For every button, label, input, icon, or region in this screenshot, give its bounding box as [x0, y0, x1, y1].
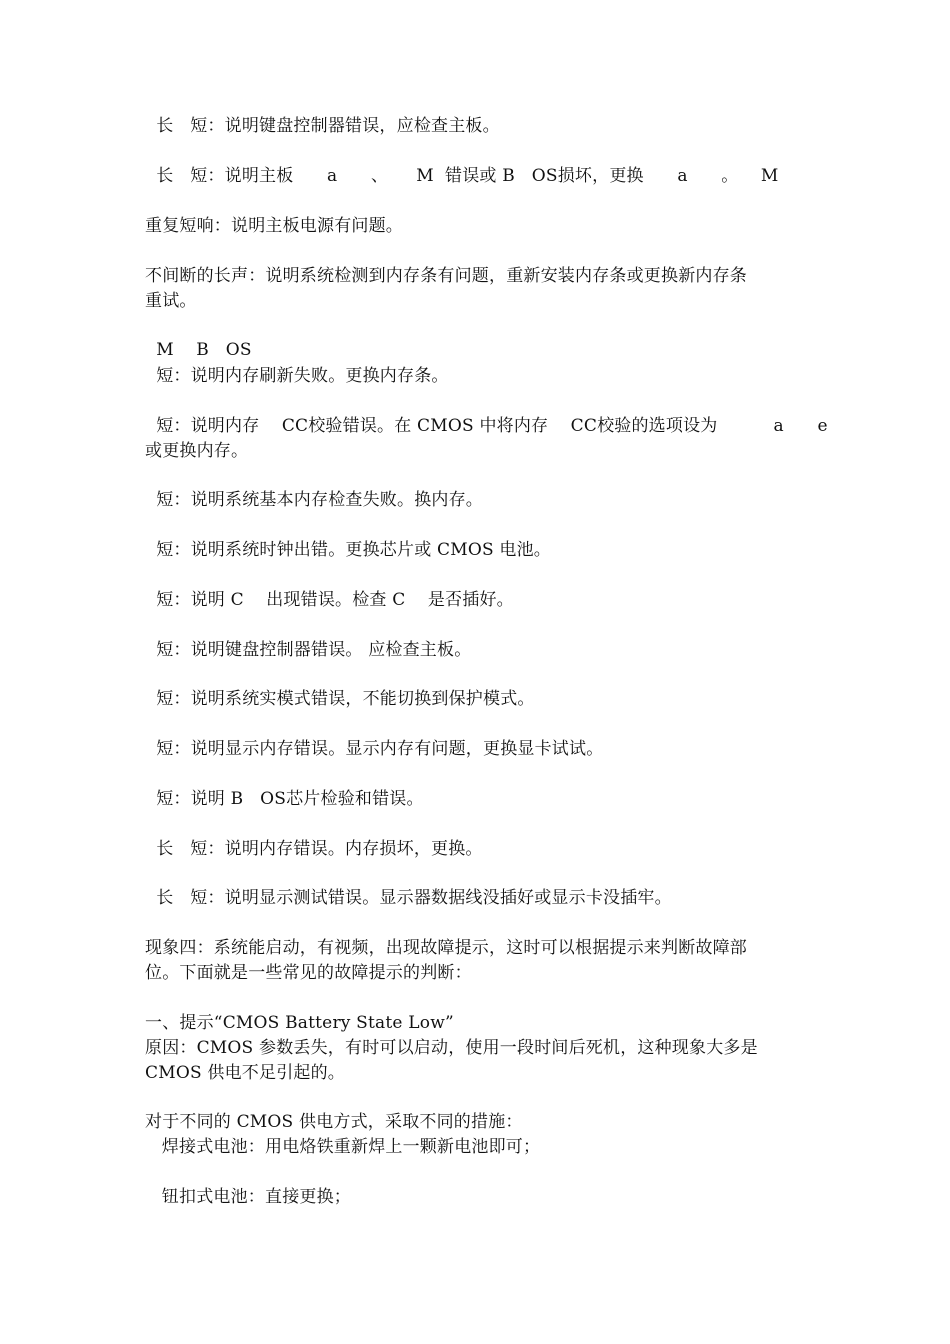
- text-line: 钮扣式电池：直接更换；: [145, 1187, 352, 1207]
- text-line: 重复短响：说明主板电源有问题。: [145, 216, 403, 236]
- text-line: 长 短：说明键盘控制器错误，应检查主板。: [145, 116, 500, 136]
- text-line: 对于不同的 CMOS 供电方式，采取不同的措施：: [145, 1112, 523, 1132]
- text-line: 焊接式电池：用电烙铁重新焊上一颗新电池即可；: [145, 1137, 541, 1157]
- text-line: 长 短：说明显示测试错误。显示器数据线没插好或显示卡没插牢。: [145, 888, 672, 908]
- text-line: 短：说明系统基本内存检查失败。换内存。: [145, 490, 484, 510]
- text-line: 短：说明显示内存错误。显示内存有问题，更换显卡试试。: [145, 739, 604, 759]
- text-line: 短：说明 C 出现错误。检查 C 是否插好。: [145, 590, 514, 610]
- text-line: 长 短：说明内存错误。内存损坏，更换。: [145, 839, 483, 859]
- text-line: 重试。: [145, 291, 197, 311]
- text-line: 现象四：系统能启动，有视频，出现故障提示，这时可以根据提示来判断故障部: [145, 938, 747, 958]
- text-line: 不间断的长声：说明系统检测到内存条有问题，重新安装内存条或更换新内存条: [145, 266, 747, 286]
- text-line: 或更换内存。: [145, 441, 249, 461]
- text-line: 位。下面就是一些常见的故障提示的判断：: [145, 963, 472, 983]
- text-line: 短：说明内存 CC校验错误。在 CMOS 中将内存 CC校验的选项设为 a e: [145, 416, 828, 436]
- text-line: 短：说明系统实模式错误，不能切换到保护模式。: [145, 689, 535, 709]
- text-line: 短：说明 B OS芯片检验和错误。: [145, 789, 424, 809]
- text-line: 短：说明系统时钟出错。更换芯片或 CMOS 电池。: [145, 540, 552, 560]
- text-line: M B OS: [145, 340, 252, 360]
- text-line: CMOS 供电不足引起的。: [145, 1063, 346, 1083]
- text-line: 一、提示“CMOS Battery State Low”: [145, 1013, 454, 1033]
- text-line: 原因：CMOS 参数丢失，有时可以启动，使用一段时间后死机，这种现象大多是: [145, 1038, 758, 1058]
- text-line: 短：说明键盘控制器错误。 应检查主板。: [145, 640, 472, 660]
- text-line: 长 短：说明主板 a 、 M 错误或 B OS损坏，更换 a 。 M: [145, 166, 779, 186]
- text-line: 短：说明内存刷新失败。更换内存条。: [145, 366, 449, 386]
